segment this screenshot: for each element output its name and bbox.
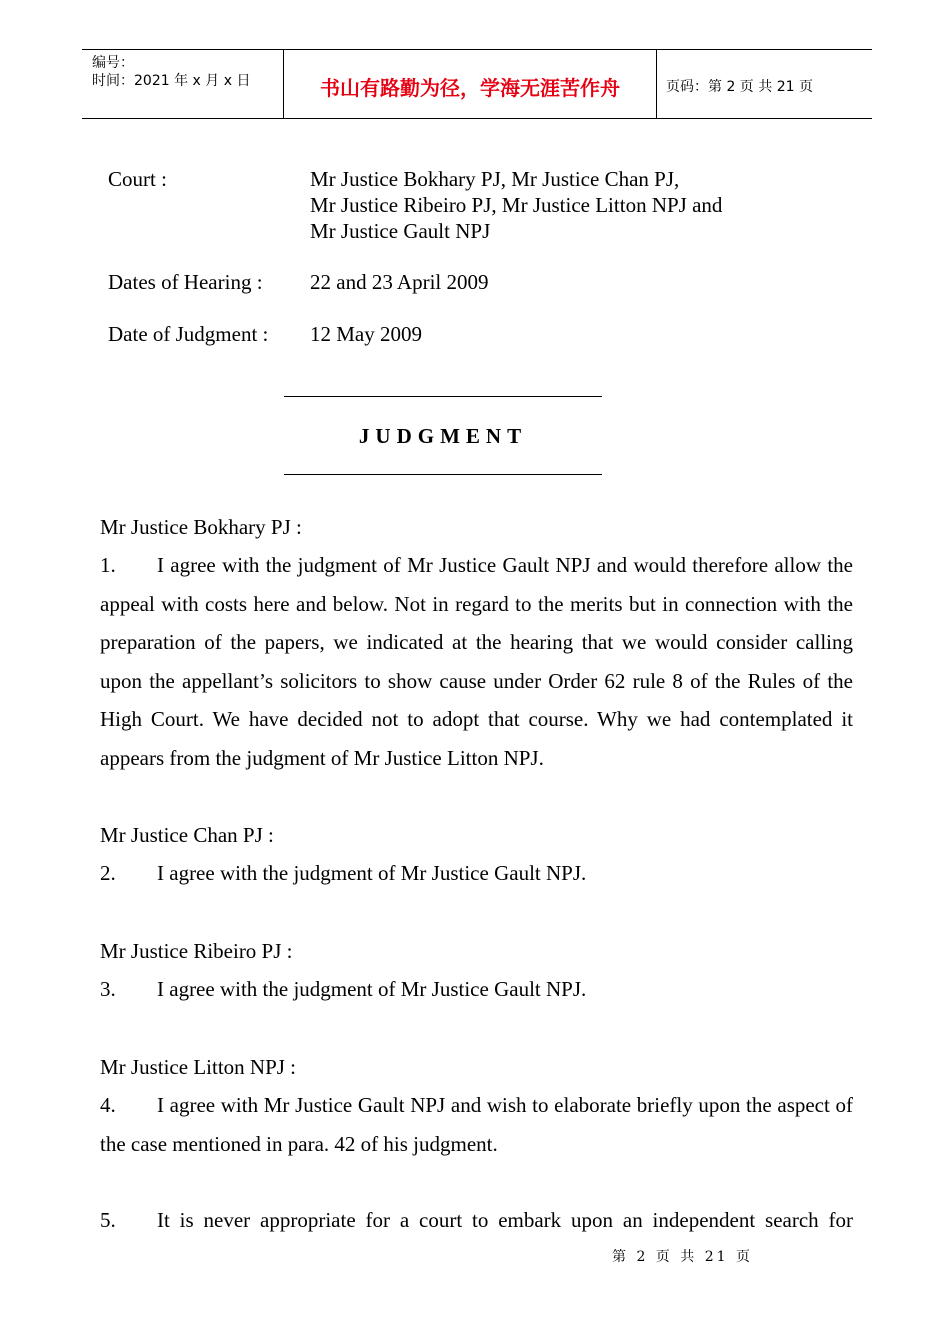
judgment-title: JUDGMENT	[358, 424, 528, 448]
header-time-label: 时间：2021 年 x 月 x 日	[92, 73, 251, 89]
court-label: Court :	[108, 167, 167, 191]
title-rule-bottom	[284, 474, 602, 475]
paragraph-number: 2.	[100, 861, 116, 885]
hearing-label: Dates of Hearing :	[108, 270, 263, 294]
header-divider	[656, 50, 657, 118]
judge-heading: Mr Justice Bokhary PJ :	[100, 515, 302, 539]
paragraph-text: I agree with the judgment of Mr Justice Gault NPJ and would therefore allow the appeal with costs here and below. Not in regard to the merits but in connection with the preparation of the papers, we indicated at the hearing that we would consider calling upon the appellant’s solicitors to show cause under Order 62 rule 8 of the Rules of the High Court. We have decided not to adopt that course. Why we had contemplated it appears from the judgment of Mr Justice Litton NPJ.	[100, 553, 853, 770]
header-motto: 书山有路勤为径，学海无涯苦作舟	[320, 76, 620, 100]
paragraph-text: I agree with the judgment of Mr Justice Gault NPJ.	[157, 861, 587, 885]
judge-heading: Mr Justice Ribeiro PJ :	[100, 939, 293, 963]
judgment-date-label: Date of Judgment :	[108, 322, 269, 346]
judge-heading: Mr Justice Chan PJ :	[100, 823, 274, 847]
court-line: Mr Justice Gault NPJ	[310, 219, 491, 243]
paragraph-text: I agree with the judgment of Mr Justice Gault NPJ.	[157, 977, 587, 1001]
court-line: Mr Justice Ribeiro PJ, Mr Justice Litton NPJ and	[310, 193, 723, 217]
paragraph-number: 1.	[100, 553, 116, 577]
judge-heading: Mr Justice Litton NPJ :	[100, 1055, 297, 1079]
paragraph-number: 5.	[100, 1208, 116, 1232]
judgment-date-value: 12 May 2009	[310, 322, 422, 346]
header-page-info: 页码：第 2 页 共 21 页	[666, 79, 813, 95]
title-rule-top	[284, 396, 602, 397]
paragraph-text: I agree with Mr Justice Gault NPJ and wish to elaborate briefly upon the aspect of the case mentioned in para. 42 of his judgment.	[100, 1093, 853, 1156]
judgment-paragraph	[100, 854, 853, 893]
judgment-paragraph	[100, 1201, 853, 1240]
paragraph-number: 4.	[100, 1093, 116, 1117]
header-number-label: 编号：	[92, 55, 134, 71]
header-meta	[92, 54, 250, 90]
hearing-value: 22 and 23 April 2009	[310, 270, 489, 294]
paragraph-number: 3.	[100, 977, 116, 1001]
page-footer: 第 2 页 共 21 页	[612, 1249, 753, 1265]
judgment-paragraph	[100, 970, 853, 1009]
judgment-paragraph	[100, 546, 853, 777]
page-header	[82, 49, 872, 119]
paragraph-text: It is never appropriate for a court to embark upon an independent search for	[157, 1208, 853, 1232]
judgment-paragraph	[100, 1086, 853, 1163]
court-line: Mr Justice Bokhary PJ, Mr Justice Chan PJ,	[310, 167, 680, 191]
